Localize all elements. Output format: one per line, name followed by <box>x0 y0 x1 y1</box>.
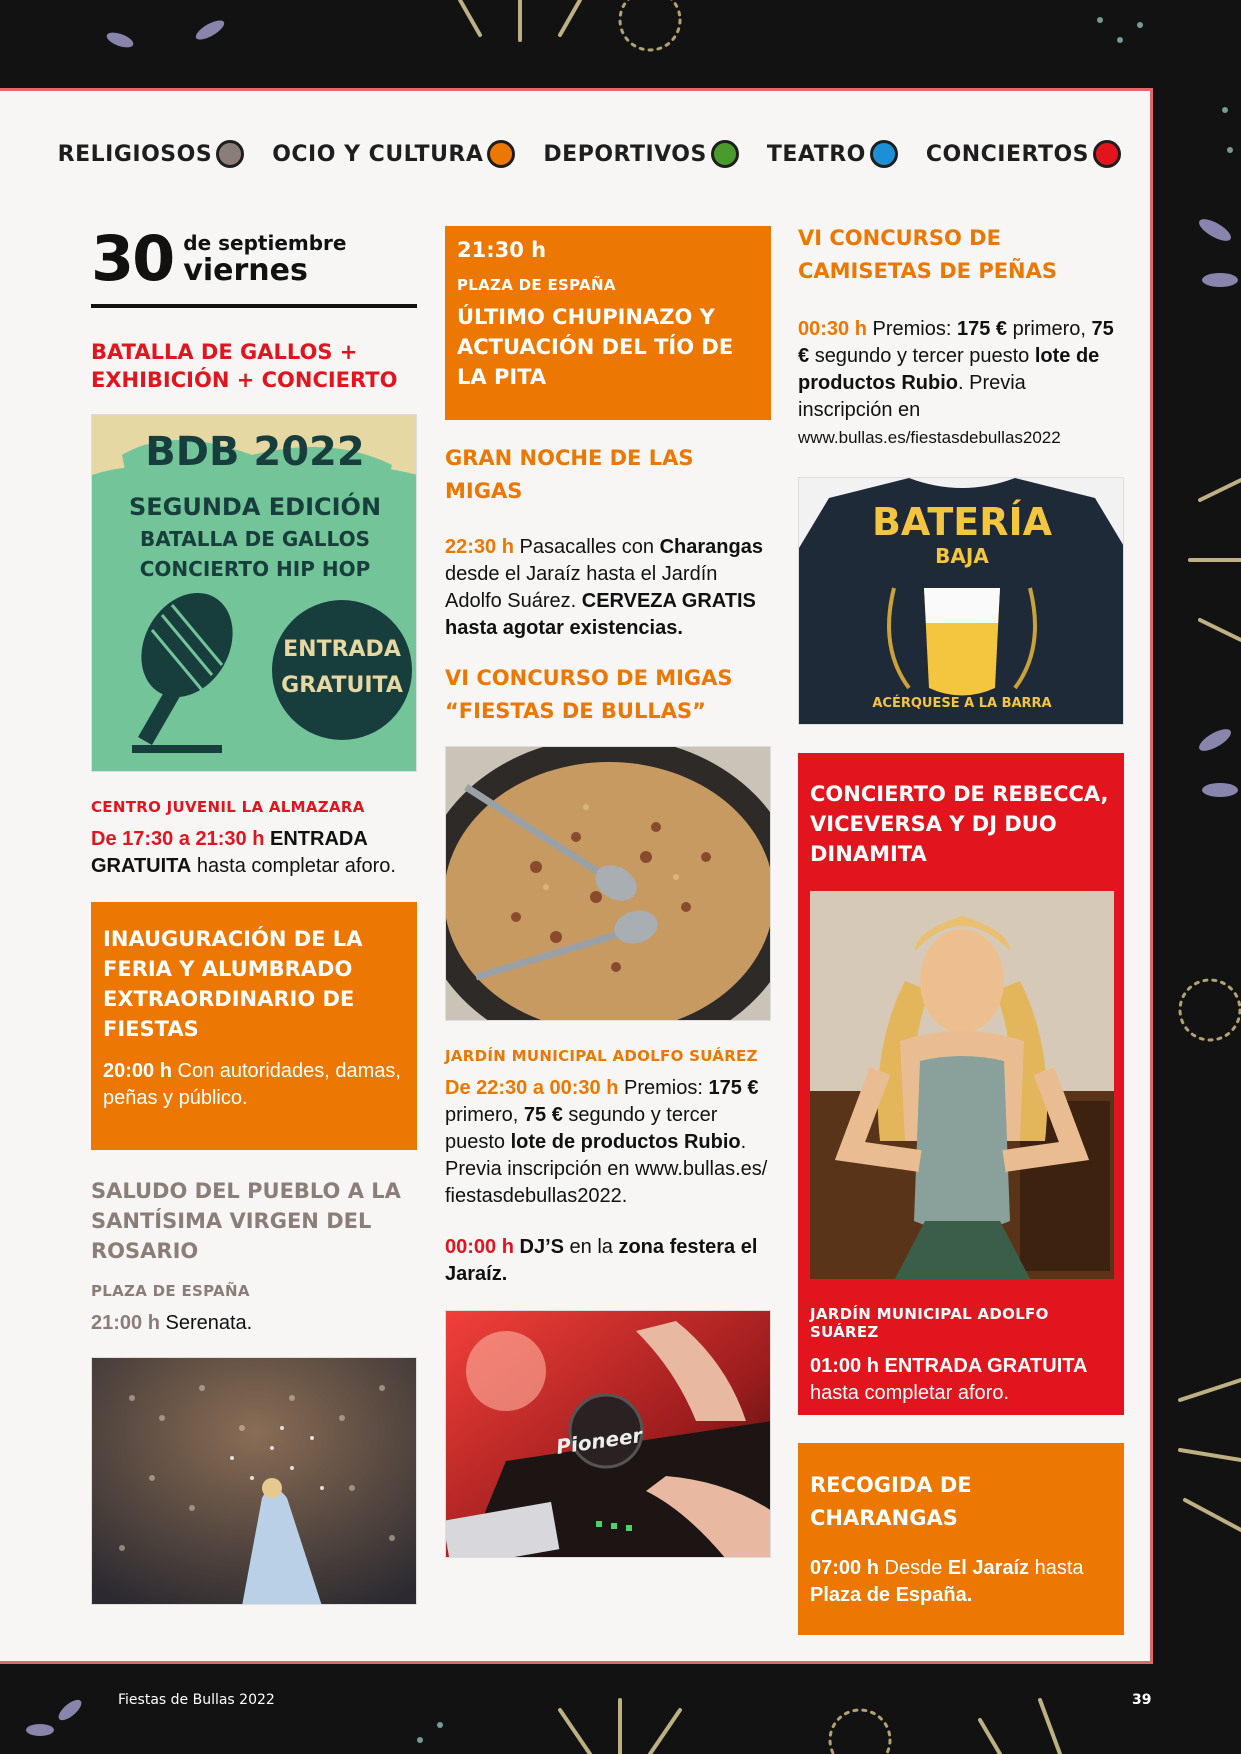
charangas-b2: Plaza de España. <box>810 1584 973 1606</box>
date-weekday: viernes <box>183 253 308 288</box>
column-2 <box>445 226 771 1558</box>
tshirt-text-line2: BAJA <box>935 544 989 568</box>
concert-info <box>810 1353 1112 1407</box>
tshirt-text-line1: BATERÍA <box>871 500 1053 544</box>
tshirt-t3: segundo y tercer puesto <box>814 345 1030 367</box>
singer-photo <box>810 891 1114 1279</box>
legend-label: DEPORTIVOS <box>543 141 707 167</box>
date-text <box>183 231 346 287</box>
charangas-box <box>798 1443 1124 1635</box>
djs-bold1: DJ’S <box>519 1236 564 1258</box>
legend-dot-orange <box>487 140 515 168</box>
migas-contest-b1: 175 € <box>708 1077 759 1099</box>
legend-item-deportivos <box>543 140 738 168</box>
poster-badge-line1: ENTRADA <box>283 637 401 662</box>
legend-dot-green <box>711 140 739 168</box>
charangas-title: RECOGIDA DE CHARANGAS <box>810 1473 972 1530</box>
saludo-title: SALUDO DEL PUEBLO A LA SANTÍSIMA VIRGEN DEL ROSARIO <box>91 1179 401 1263</box>
migas-contest-t4: . Previa inscripción en www.bullas.es/ fiestasdebullas2022. <box>445 1131 768 1207</box>
charangas-t1: Desde <box>884 1557 943 1579</box>
migas-contest-place: JARDÍN MUNICIPAL ADOLFO SUÁREZ <box>445 1047 758 1065</box>
category-legend <box>58 140 1121 168</box>
date-header <box>91 222 417 295</box>
chupinazo-time: 21:30 h <box>457 238 547 262</box>
migas-text2: desde el Jaraíz hasta el Jardín Adolfo Suárez. <box>445 563 718 612</box>
saludo-info <box>91 1310 417 1337</box>
legend-item-religiosos <box>58 140 245 168</box>
concert-place: JARDÍN MUNICIPAL ADOLFO SUÁREZ <box>810 1305 1049 1341</box>
tshirt-b2: 75 € <box>798 318 1114 367</box>
inauguration-rest: Con autoridades, damas, peñas y público. <box>103 1060 401 1109</box>
migas-bold1: Charangas <box>659 536 763 558</box>
tshirt-text-line3: ACÉRQUESE A LA BARRA <box>872 696 1052 711</box>
legend-dot-red <box>1093 140 1121 168</box>
tshirt-t2: primero, <box>1012 318 1086 340</box>
poster-badge-line2: GRATUITA <box>281 673 403 698</box>
tshirt-t1: Premios: <box>872 318 952 340</box>
footer-publication: Fiestas de Bullas 2022 <box>118 1692 275 1708</box>
saludo-place: PLAZA DE ESPAÑA <box>91 1282 250 1300</box>
battle-title: BATALLA DE GALLOS + EXHIBICIÓN + CONCIERTO <box>91 340 398 392</box>
migas-night-title: GRAN NOCHE DE LAS MIGAS <box>445 446 694 503</box>
legend-dot-grey <box>216 140 244 168</box>
legend-item-ocio <box>272 140 515 168</box>
tshirt-contest-title: VI CONCURSO DE CAMISETAS DE PEÑAS <box>798 226 1058 283</box>
legend-item-conciertos <box>926 140 1121 168</box>
chupinazo-place: PLAZA DE ESPAÑA <box>457 276 616 294</box>
inauguration-title: INAUGURACIÓN DE LA FERIA Y ALUMBRADO EXTRAORDINARIO DE FIESTAS <box>103 927 363 1041</box>
dj-mixer-photo <box>445 1310 771 1558</box>
saludo-time: 21:00 h <box>91 1312 160 1334</box>
tshirt-b1: 175 € <box>956 318 1008 340</box>
bdb-poster-image <box>91 414 417 772</box>
migas-pan-photo <box>445 746 771 1021</box>
tshirt-contest-time: 00:30 h <box>798 318 867 340</box>
migas-contest-t1: Premios: <box>624 1077 703 1099</box>
charangas-info <box>810 1555 1112 1609</box>
charangas-t2: hasta <box>1034 1557 1084 1579</box>
inauguration-time: 20:00 h <box>103 1060 172 1082</box>
saludo-rest: Serenata. <box>165 1312 253 1334</box>
migas-contest-b2: 75 € <box>523 1104 563 1126</box>
charangas-b1: El Jaraíz <box>947 1557 1030 1579</box>
legend-label: TEATRO <box>766 141 866 167</box>
djs-bold2: zona festera el Jaraíz. <box>445 1236 758 1285</box>
poster-edition: SEGUNDA EDICIÓN <box>128 493 382 521</box>
migas-contest-b3: lote de productos Rubio <box>510 1131 741 1153</box>
battle-entry: ENTRADA GRATUITA <box>91 828 368 877</box>
battle-time: De 17:30 a 21:30 h <box>91 828 265 850</box>
djs-text1: en la <box>569 1236 613 1258</box>
charangas-time: 07:00 h <box>810 1557 879 1579</box>
poster-line4: CONCIERTO HIP HOP <box>139 557 371 581</box>
inauguration-box <box>91 902 417 1150</box>
legend-label: RELIGIOSOS <box>57 141 213 167</box>
djs-info <box>445 1234 771 1288</box>
djs-time: 00:00 h <box>445 1236 514 1258</box>
tshirt-url: www.bullas.es/fiestasdebullas2022 <box>798 428 1061 447</box>
date-rule <box>91 304 417 308</box>
poster-line3: BATALLA DE GALLOS <box>140 527 370 551</box>
date-month: de septiembre <box>183 231 347 255</box>
legend-dot-blue <box>870 140 898 168</box>
column-1 <box>91 222 417 1605</box>
inauguration-info <box>103 1058 405 1112</box>
concert-time: 01:00 h ENTRADA GRATUITA <box>810 1355 1088 1377</box>
migas-bold2: CERVEZA GRATIS hasta agotar existencias. <box>445 590 756 639</box>
migas-contest-t2: primero, <box>445 1104 519 1126</box>
virgin-procession-photo <box>91 1357 417 1605</box>
migas-contest-time: De 22:30 a 00:30 h <box>445 1077 619 1099</box>
legend-label: OCIO Y CULTURA <box>272 141 484 167</box>
tshirt-photo <box>798 477 1124 725</box>
battle-info <box>91 826 417 880</box>
concert-rest: hasta completar aforo. <box>810 1382 1009 1404</box>
legend-item-teatro <box>767 140 898 168</box>
footer-page-number: 39 <box>1132 1692 1152 1708</box>
tshirt-b3: lote de productos Rubio <box>798 345 1100 394</box>
migas-contest-title: VI CONCURSO DE MIGAS “FIESTAS DE BULLAS” <box>445 666 733 723</box>
tshirt-contest-info <box>798 316 1124 451</box>
migas-contest-t3: segundo y tercer puesto <box>445 1104 718 1153</box>
concert-title: CONCIERTO DE REBECCA, VICEVERSA Y DJ DUO DINAMITA <box>810 782 1109 866</box>
migas-contest-info <box>445 1075 771 1210</box>
chupinazo-title: ÚLTIMO CHUPINAZO Y ACTUACIÓN DEL TÍO DE LA PITA <box>457 305 734 389</box>
column-3 <box>798 226 1124 1635</box>
migas-night-info <box>445 534 771 642</box>
tshirt-t4: . Previa inscripción en <box>798 372 1026 421</box>
battle-rest: hasta completar aforo. <box>196 855 396 877</box>
battle-place: CENTRO JUVENIL LA ALMAZARA <box>91 798 365 816</box>
date-number: 30 <box>91 222 174 295</box>
legend-label: CONCIERTOS <box>925 141 1089 167</box>
concert-box <box>798 753 1124 1415</box>
dj-brand-label: Pioneer <box>554 1423 644 1459</box>
migas-time: 22:30 h <box>445 536 514 558</box>
chupinazo-box <box>445 226 771 420</box>
migas-text1: Pasacalles con <box>519 536 655 558</box>
poster-title: BDB 2022 <box>145 429 365 475</box>
